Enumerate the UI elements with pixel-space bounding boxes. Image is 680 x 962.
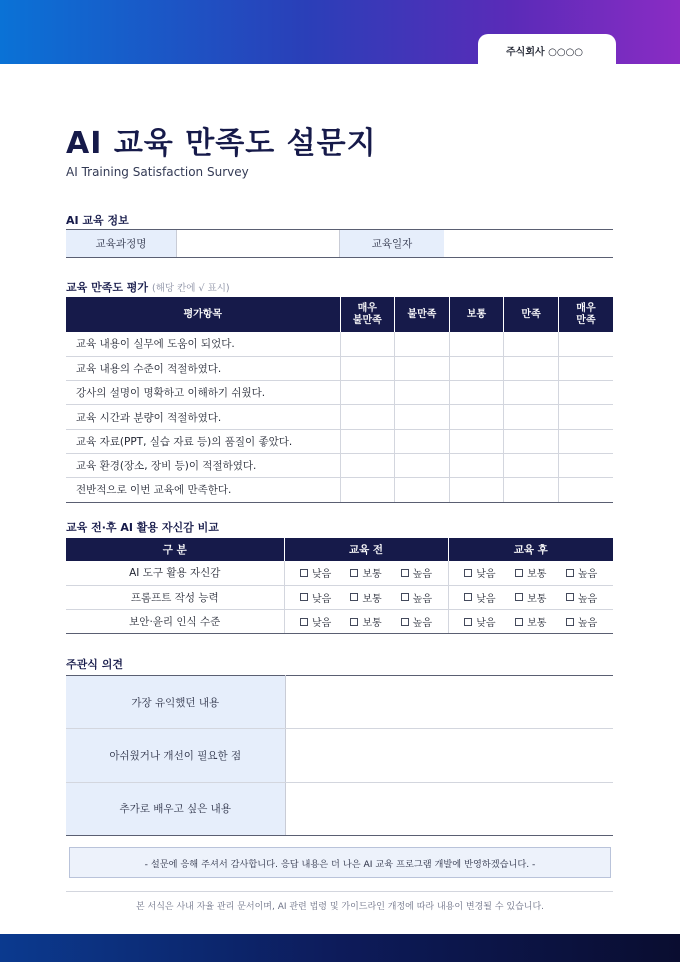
option-label: 보통	[362, 618, 382, 630]
confidence-after-cell	[448, 585, 613, 609]
checkbox-icon[interactable]	[515, 593, 523, 601]
checkbox-icon[interactable]	[566, 569, 574, 577]
rating-cell[interactable]	[340, 429, 395, 453]
confidence-item: 보안·윤리 인식 수준	[66, 610, 284, 634]
option-checkbox[interactable]	[464, 614, 495, 629]
rating-cell[interactable]	[449, 356, 504, 380]
checkbox-icon[interactable]	[401, 618, 409, 626]
checkbox-icon[interactable]	[515, 569, 523, 577]
rating-cell[interactable]	[340, 356, 395, 380]
checkbox-icon[interactable]	[401, 593, 409, 601]
option-checkbox[interactable]	[515, 614, 546, 629]
rating-cell[interactable]	[504, 405, 559, 429]
option-label: 높음	[577, 618, 598, 630]
rating-cell[interactable]	[504, 356, 559, 380]
option-label: 낮음	[312, 593, 332, 605]
rating-cell[interactable]	[449, 405, 504, 429]
table-row	[66, 429, 613, 453]
table-row	[66, 676, 613, 729]
checkbox-icon[interactable]	[515, 618, 523, 626]
option-label: 낮음	[312, 618, 332, 630]
footnote: 본 서식은 사내 자율 관리 문서이며, AI 관련 법령 및 가이드라인 개정에 따라 내용이 변경될 수 있습니다.	[135, 902, 545, 912]
info-table	[66, 229, 613, 258]
option-label: 보통	[527, 618, 547, 630]
satisfaction-hint: (해당 칸에 √ 표시)	[152, 283, 230, 294]
rating-cell[interactable]	[395, 453, 450, 477]
rating-cell[interactable]	[395, 405, 450, 429]
open-comments-heading: 주관식 의견	[66, 658, 123, 671]
table-row	[66, 332, 613, 356]
checkbox-icon[interactable]	[350, 618, 358, 626]
table-row	[66, 782, 613, 835]
option-checkbox[interactable]	[300, 590, 331, 605]
rating-cell[interactable]	[395, 478, 450, 502]
checkbox-icon[interactable]	[350, 569, 358, 577]
option-checkbox[interactable]	[566, 590, 597, 605]
checkbox-icon[interactable]	[464, 593, 472, 601]
page-subtitle: AI Training Satisfaction Survey	[66, 165, 249, 179]
confidence-after-cell	[448, 561, 613, 585]
satisfaction-section-heading	[66, 279, 230, 295]
rating-cell[interactable]	[558, 405, 613, 429]
checkbox-icon[interactable]	[350, 593, 358, 601]
footnote-divider	[66, 891, 613, 892]
course-date-field[interactable]	[444, 230, 613, 257]
comment-field[interactable]	[285, 676, 613, 729]
page-title: AI 교육 만족도 설문지	[66, 126, 377, 161]
option-label: 낮음	[476, 593, 496, 605]
table-row	[66, 610, 613, 634]
table-row	[66, 453, 613, 477]
col-header-before: 교육 전	[284, 538, 448, 561]
rating-item: 교육 내용의 수준이 적절하였다.	[66, 356, 340, 380]
rating-cell[interactable]	[558, 429, 613, 453]
checkbox-icon[interactable]	[464, 569, 472, 577]
rating-cell[interactable]	[395, 356, 450, 380]
rating-cell[interactable]	[504, 381, 559, 405]
table-row	[66, 381, 613, 405]
table-row	[66, 356, 613, 380]
course-name-label: 교육과정명	[66, 230, 176, 257]
confidence-before-cell	[284, 561, 448, 585]
confidence-item: 프롬프트 작성 능력	[66, 585, 284, 609]
option-checkbox[interactable]	[350, 565, 381, 580]
option-label: 보통	[527, 569, 547, 581]
rating-cell[interactable]	[449, 332, 504, 356]
option-checkbox[interactable]	[464, 590, 495, 605]
table-row	[66, 405, 613, 429]
checkbox-icon[interactable]	[401, 569, 409, 577]
col-header-category: 구 분	[66, 538, 284, 561]
option-label: 보통	[362, 569, 382, 581]
footer-band	[0, 934, 680, 962]
comment-field[interactable]	[285, 729, 613, 782]
info-section-heading: AI 교육 정보	[66, 214, 129, 227]
company-tab	[478, 34, 616, 64]
checkbox-icon[interactable]	[566, 618, 574, 626]
option-label: 높음	[577, 569, 598, 581]
comment-label: 추가로 배우고 싶은 내용	[66, 782, 285, 835]
rating-cell[interactable]	[558, 453, 613, 477]
confidence-before-cell	[284, 610, 448, 634]
confidence-after-cell	[448, 610, 613, 634]
open-comments-table	[66, 675, 613, 836]
rating-cell[interactable]	[504, 332, 559, 356]
option-checkbox[interactable]	[464, 565, 495, 580]
col-header-very-unsatisfied: 매우 불만족	[340, 297, 395, 332]
option-checkbox[interactable]	[401, 614, 432, 629]
option-checkbox[interactable]	[300, 614, 331, 629]
rating-cell[interactable]	[340, 478, 395, 502]
rating-cell[interactable]	[449, 453, 504, 477]
option-label: 보통	[527, 593, 547, 605]
rating-cell[interactable]	[558, 332, 613, 356]
rating-cell[interactable]	[504, 478, 559, 502]
rating-cell[interactable]	[449, 429, 504, 453]
col-header-unsatisfied: 불만족	[395, 297, 450, 332]
checkbox-icon[interactable]	[300, 618, 308, 626]
option-checkbox[interactable]	[515, 590, 546, 605]
rating-cell[interactable]	[558, 356, 613, 380]
option-label: 낮음	[476, 569, 496, 581]
table-row	[66, 561, 613, 585]
rating-item: 교육 환경(장소, 장비 등)이 적절하였다.	[66, 453, 340, 477]
rating-item: 교육 시간과 분량이 적절하였다.	[66, 405, 340, 429]
table-row	[66, 585, 613, 609]
col-header-after: 교육 후	[448, 538, 613, 561]
company-name: 주식회사 ○○○○	[506, 47, 584, 58]
rating-cell[interactable]	[340, 405, 395, 429]
checkbox-icon[interactable]	[464, 618, 472, 626]
rating-item: 강사의 설명이 명확하고 이해하기 쉬웠다.	[66, 381, 340, 405]
satisfaction-table	[66, 297, 613, 503]
col-header-neutral: 보통	[449, 297, 504, 332]
option-checkbox[interactable]	[566, 614, 597, 629]
col-header-item: 평가항목	[66, 297, 340, 332]
option-label: 높음	[412, 618, 432, 630]
confidence-item: AI 도구 활용 자신감	[66, 561, 284, 585]
satisfaction-heading-text: 교육 만족도 평가	[66, 281, 149, 294]
course-date-label: 교육일자	[340, 230, 444, 257]
option-label: 보통	[362, 593, 382, 605]
comment-field[interactable]	[285, 782, 613, 835]
rating-cell[interactable]	[340, 332, 395, 356]
checkbox-icon[interactable]	[300, 593, 308, 601]
thanks-note: - 설문에 응해 주셔서 감사합니다. 응답 내용은 더 나은 AI 교육 프로그램 개발에 반영하겠습니다. -	[69, 847, 611, 878]
rating-cell[interactable]	[558, 478, 613, 502]
rating-cell[interactable]	[504, 453, 559, 477]
col-header-satisfied: 만족	[504, 297, 559, 332]
rating-item: 전반적으로 이번 교육에 만족한다.	[66, 478, 340, 502]
rating-item: 교육 내용이 실무에 도움이 되었다.	[66, 332, 340, 356]
table-row	[66, 478, 613, 502]
option-label: 낮음	[312, 569, 332, 581]
option-label: 높음	[412, 593, 432, 605]
rating-item: 교육 자료(PPT, 실습 자료 등)의 품질이 좋았다.	[66, 429, 340, 453]
option-checkbox[interactable]	[401, 565, 432, 580]
comment-label: 가장 유익했던 내용	[66, 676, 285, 729]
option-checkbox[interactable]	[300, 565, 331, 580]
rating-cell[interactable]	[558, 381, 613, 405]
rating-cell[interactable]	[395, 381, 450, 405]
rating-cell[interactable]	[395, 429, 450, 453]
option-label: 낮음	[476, 618, 496, 630]
option-checkbox[interactable]	[566, 565, 597, 580]
rating-cell[interactable]	[395, 332, 450, 356]
col-header-very-satisfied: 매우 만족	[558, 297, 613, 332]
rating-cell[interactable]	[449, 478, 504, 502]
option-checkbox[interactable]	[350, 614, 381, 629]
rating-cell[interactable]	[340, 453, 395, 477]
checkbox-icon[interactable]	[300, 569, 308, 577]
option-checkbox[interactable]	[515, 565, 546, 580]
rating-cell[interactable]	[504, 429, 559, 453]
table-row	[66, 729, 613, 782]
course-name-field[interactable]	[176, 230, 340, 257]
confidence-before-cell	[284, 585, 448, 609]
option-checkbox[interactable]	[401, 590, 432, 605]
rating-cell[interactable]	[340, 381, 395, 405]
checkbox-icon[interactable]	[566, 593, 574, 601]
rating-cell[interactable]	[449, 381, 504, 405]
comment-label: 아쉬웠거나 개선이 필요한 점	[66, 729, 285, 782]
option-label: 높음	[577, 593, 598, 605]
option-label: 높음	[412, 569, 432, 581]
confidence-table	[66, 538, 613, 634]
confidence-section-heading: 교육 전·후 AI 활용 자신감 비교	[66, 521, 219, 534]
option-checkbox[interactable]	[350, 590, 381, 605]
